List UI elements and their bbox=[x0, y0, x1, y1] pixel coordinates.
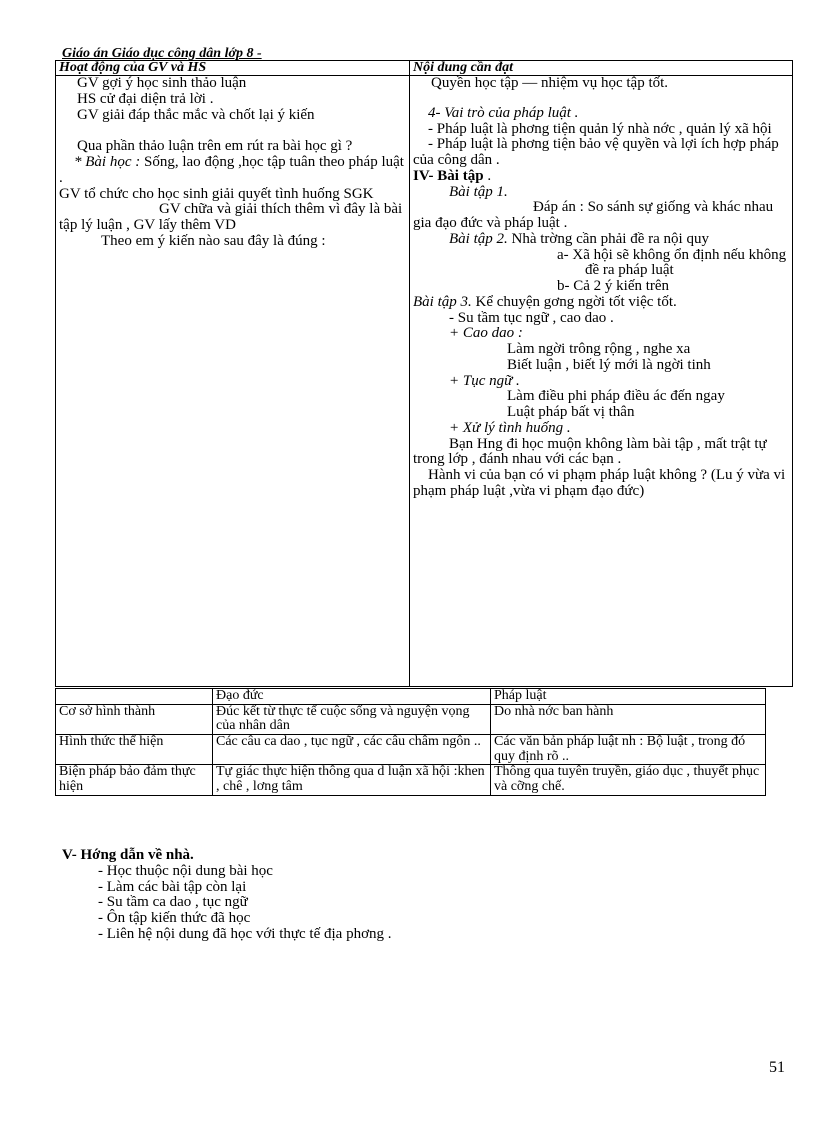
right-column bbox=[410, 76, 793, 687]
comp-cell: Các văn bản pháp luật nh : Bộ luật , trong đó quy định rõ .. bbox=[491, 735, 766, 765]
left-line: Theo em ý kiến nào sau đây là đúng : bbox=[101, 232, 326, 249]
right-line: Biết luận , biết lý mới là ngời tinh bbox=[507, 356, 711, 373]
comp-cell: Cơ sở hình thành bbox=[56, 704, 213, 734]
header-teacher-student: Hoạt động của GV và HS bbox=[56, 61, 410, 76]
left-line: GV tổ chức cho học sinh giải quyết tình huống SGK bbox=[59, 185, 374, 202]
comp-cell: Thông qua tuyên truyền, giáo dục , thuyết phục và cỡng chế. bbox=[491, 765, 766, 795]
comp-header: Đạo đức bbox=[213, 689, 491, 705]
option-b: b- Cả 2 ý kiến trên bbox=[557, 278, 670, 294]
header-content: Nội dung cần đạt bbox=[410, 61, 793, 76]
option-a: a- Xã hội sẽ không ổn định nếu không đề ra pháp luật bbox=[557, 246, 787, 279]
right-line: Bài tập 3. Kể chuyện gơng ngời tốt việc tốt. bbox=[413, 293, 677, 310]
lesson-table bbox=[55, 60, 793, 687]
left-line: HS cử đại diện trả lời . bbox=[77, 90, 214, 107]
right-line: Hành vi của bạn có vi phạm pháp luật không ? (Lu ý vừa vi phạm pháp luật ,vừa vi phạm đạo đức) bbox=[413, 467, 786, 499]
right-line: Luật pháp bất vị thân bbox=[507, 404, 635, 420]
left-line: GV gợi ý học sinh thảo luận bbox=[77, 75, 247, 91]
left-line: GV giải đáp thắc mắc và chốt lại ý kiến bbox=[77, 106, 315, 123]
comp-cell: Các câu ca dao , tục ngữ , các câu châm ngôn .. bbox=[213, 735, 491, 765]
list-item: - Học thuộc nội dung bài học bbox=[98, 862, 273, 879]
comparison-table bbox=[55, 688, 766, 796]
left-lesson: * Bài học : Sống, lao động ,học tập tuân theo pháp luật . bbox=[59, 154, 404, 186]
left-line: GV chữa và giải thích thêm vì đây là bài tập lý luận , GV lấy thêm VD bbox=[59, 201, 403, 233]
comp-header bbox=[56, 689, 213, 705]
right-line: Bạn Hng đi học muộn không làm bài tập , mất trật tự trong lớp , đánh nhau với các bạn . bbox=[413, 435, 767, 468]
page-number: 51 bbox=[769, 1059, 785, 1076]
comp-cell: Đúc kết từ thực tế cuộc sống và nguyện vọng của nhân dân bbox=[213, 704, 491, 734]
right-line: + Cao dao : bbox=[449, 325, 523, 342]
list-item: - Su tầm ca dao , tục ngữ bbox=[98, 894, 248, 911]
list-item: - Làm các bài tập còn lại bbox=[98, 878, 247, 895]
comp-cell: Hình thức thể hiện bbox=[56, 735, 213, 765]
comp-header: Pháp luật bbox=[491, 689, 766, 705]
left-column bbox=[56, 76, 410, 687]
right-line: Quyền học tập — nhiệm vụ học tập tốt. bbox=[431, 75, 669, 91]
right-line: Đáp án : So sánh sự giống và khác nhau gia đạo đức và pháp luật . bbox=[413, 199, 774, 231]
left-line: Qua phần thảo luận trên em rút ra bài học gì ? bbox=[77, 138, 353, 155]
homework-list bbox=[62, 864, 392, 943]
right-line: + Xử lý tình huống . bbox=[449, 419, 571, 436]
homework-title: V- Hớng dẫn về nhà. bbox=[62, 847, 194, 863]
list-item: - Ôn tập kiến thức đã học bbox=[98, 910, 251, 926]
comp-cell: Biện pháp bảo đảm thực hiện bbox=[56, 765, 213, 795]
comp-cell: Do nhà nớc ban hành bbox=[491, 704, 766, 734]
right-line: - Pháp luật là phơng tiện quản lý nhà nớc , quản lý xã hội bbox=[428, 120, 772, 137]
right-line: - Su tầm tục ngữ , cao dao . bbox=[449, 309, 614, 326]
right-line: Bài tập 1. bbox=[449, 183, 508, 200]
exercises-heading: IV- Bài tập . bbox=[413, 167, 492, 184]
list-item: - Liên hệ nội dung đã học với thực tế địa phơng . bbox=[98, 925, 392, 942]
right-line: - Pháp luật là phơng tiện bảo vệ quyền và lợi ích hợp pháp của công dân . bbox=[413, 136, 779, 168]
homework-section bbox=[62, 848, 392, 943]
right-line: 4- Vai trò của pháp luật . bbox=[428, 104, 579, 121]
document-header: Giáo án Giáo dục công dân lớp 8 - bbox=[62, 46, 262, 61]
right-line: + Tục ngữ . bbox=[449, 372, 520, 389]
comp-cell: Tự giác thực hiện thông qua d luận xã hội :khen , chê , lơng tâm bbox=[213, 765, 491, 795]
right-line: Bài tập 2. Nhà trờng cần phải đề ra nội quy bbox=[449, 230, 709, 247]
right-line: Làm ngời trông rộng , nghe xa bbox=[507, 341, 691, 357]
right-line: Làm điều phi pháp điều ác đến ngay bbox=[507, 388, 725, 405]
